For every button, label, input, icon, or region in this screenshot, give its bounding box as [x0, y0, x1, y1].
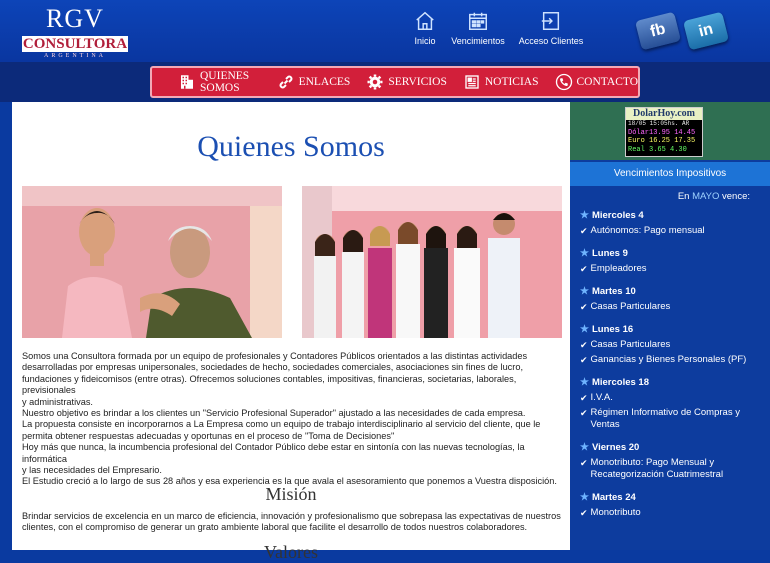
nav-vencimientos-label: Vencimientos: [451, 36, 505, 46]
home-icon: [414, 10, 436, 32]
facebook-icon: fb: [648, 20, 668, 41]
check-icon: ✔: [580, 302, 588, 312]
venc-group: [580, 208, 762, 237]
dolar-title: DolarHoy.com: [626, 108, 702, 120]
venc-item[interactable]: [580, 354, 762, 366]
venc-item-label: Ganancias y Bienes Personales (PF): [590, 354, 747, 365]
venc-item[interactable]: [580, 225, 762, 237]
dolar-row: Dólar13.95 14.45: [628, 128, 696, 137]
intro-line: Somos una Consultora formada por un equipo de profesionales y Contadores Públicos orientados a las distintas actividades: [22, 351, 528, 361]
venc-date-label: Martes 24: [591, 491, 636, 503]
star-icon: ★: [580, 247, 589, 259]
venc-date: [580, 490, 762, 504]
intro-prefix: En: [677, 191, 690, 202]
nav-acceso-label: Acceso Clientes: [518, 36, 584, 46]
check-icon: ✔: [580, 393, 588, 403]
logo[interactable]: [22, 6, 128, 60]
venc-date-label: Lunes 9: [591, 247, 628, 259]
dolar-date: 18/05 15:05hs. AR: [628, 120, 690, 127]
sidebar: [570, 102, 770, 550]
menu-label-servicios: SERVICIOS: [388, 76, 447, 88]
linkedin-icon: in: [696, 20, 715, 41]
check-icon: ✔: [580, 340, 588, 350]
venc-item-label: Monotributo: [590, 507, 641, 518]
intro-line: La propuesta consiste en incorporarnos a La Empresa como un equipo de trabajo interdisciplinario al servicio del cliente, que le: [22, 419, 541, 430]
venc-date-label: Miercoles 4: [591, 209, 644, 221]
mision-line: clientes, con el compromiso de generar un grato ambiente laboral que facilite el desarrollo de todos nuestros colaboradores.: [22, 522, 528, 533]
vencimientos-list: [580, 208, 762, 528]
intro-text: [22, 351, 567, 488]
building-icon: [178, 73, 196, 91]
venc-group: [580, 490, 762, 519]
logo-argentina: ARGENTINA: [44, 53, 106, 59]
menu-item-noticias[interactable]: [463, 66, 539, 98]
menu-item-quienes-somos[interactable]: [178, 66, 261, 98]
menu-label-enlaces: ENLACES: [298, 76, 351, 88]
dolar-banner-bg: [570, 102, 770, 160]
team-photo-1: [22, 186, 282, 338]
venc-item[interactable]: [580, 407, 762, 431]
menu-label-quienes-somos: QUIENES SOMOS: [200, 70, 250, 94]
venc-group: [580, 284, 762, 313]
menu-item-servicios[interactable]: [366, 66, 447, 98]
venc-date: [580, 375, 762, 389]
venc-date-label: Lunes 16: [591, 323, 634, 335]
logo-consultora: CONSULTORA: [22, 36, 128, 52]
intro-line: permita obtener respuestas adecuadas y oportunas en el proceso de "Toma de Decisiones": [22, 430, 395, 441]
intro-line: Hoy más que nunca, la incumbencia profesional del Contador Público debe estar en sintonía con las nuevas tecnologías, la informática: [22, 442, 525, 464]
intro-line: El Estudio creció a lo largo de sus 28 años y esa experiencia es la que avala el asesoramiento que ponemos a Vuestra disposición.: [22, 476, 557, 487]
venc-date: [580, 322, 762, 336]
link-icon: [277, 73, 295, 91]
intro-line: desarrolladas por empresas unipersonales, sociedades de hecho, sociedades comerciales, asociaciones sin fines de lucro,: [22, 362, 524, 373]
team-photo-2: [302, 186, 562, 338]
check-icon: ✔: [580, 458, 588, 468]
valores-title: Valores: [264, 542, 318, 562]
check-icon: ✔: [580, 408, 588, 418]
facebook-button[interactable]: [635, 12, 681, 51]
real-row: Real 3.65 4.30: [628, 145, 687, 154]
menu-label-contacto: CONTACTO: [576, 76, 638, 88]
calendar-icon: [467, 10, 489, 32]
mision-line: Brindar servicios de excelencia en un marco de eficiencia, innovación y profesionalismo que sobrepasa las expectativas de nuestros: [22, 511, 561, 521]
venc-date: [580, 208, 762, 222]
check-icon: ✔: [580, 355, 588, 365]
venc-item-label: Autónomos: Pago mensual: [590, 225, 705, 236]
menu-item-enlaces[interactable]: [277, 66, 351, 98]
nav-inicio[interactable]: [410, 10, 440, 46]
check-icon: ✔: [580, 508, 588, 518]
venc-date: [580, 440, 762, 454]
venc-group: [580, 322, 762, 366]
star-icon: ★: [580, 209, 589, 221]
check-icon: ✔: [580, 226, 588, 236]
venc-item-label: Casas Particulares: [590, 301, 671, 312]
dolar-widget[interactable]: [625, 107, 703, 157]
nav-vencimientos[interactable]: [450, 10, 506, 46]
intro-month: MAYO: [692, 191, 720, 202]
venc-date: [580, 246, 762, 260]
venc-date-label: Miercoles 18: [591, 376, 650, 388]
page-title: Quienes Somos: [197, 130, 385, 163]
menu-label-noticias: NOTICIAS: [484, 76, 539, 88]
venc-item[interactable]: [580, 392, 762, 404]
intro-line: y las necesidades del Empresario.: [22, 465, 162, 476]
star-icon: ★: [580, 441, 589, 453]
mision-title: Misión: [265, 484, 317, 504]
venc-item[interactable]: [580, 263, 762, 275]
venc-date-label: Martes 10: [591, 285, 636, 297]
venc-item[interactable]: [580, 507, 762, 519]
venc-item-label: I.V.A.: [590, 392, 613, 403]
phone-icon: [555, 73, 573, 91]
nav-inicio-label: Inicio: [414, 36, 436, 46]
newspaper-icon: [463, 73, 481, 91]
star-icon: ★: [580, 323, 589, 335]
venc-group: [580, 246, 762, 275]
intro-line: fundaciones y fideicomisos (entre otras). Ofrecemos soluciones contables, impositivas, financieras, societarias, laborales, previsionales: [22, 373, 517, 396]
venc-date-label: Viernes 20: [591, 441, 640, 453]
euro-row: Euro 16.25 17.35: [628, 137, 696, 145]
venc-group: [580, 375, 762, 431]
venc-item[interactable]: [580, 339, 762, 351]
intro-line: y administrativas.: [22, 396, 93, 407]
intro-line: Nuestro objetivo es brindar a los clientes un "Servicio Profesional Superador" ajustado a las necesidades de cada empresa.: [22, 408, 526, 419]
venc-group: [580, 440, 762, 481]
star-icon: ★: [580, 376, 589, 388]
star-icon: ★: [580, 491, 589, 503]
main-content: [12, 102, 570, 562]
vencimientos-intro: [570, 191, 750, 202]
venc-date: [580, 284, 762, 298]
logo-rgv: RGV: [46, 4, 104, 33]
venc-item-label: Casas Particulares: [590, 339, 671, 350]
intro-suffix: vence:: [722, 191, 750, 202]
vencimientos-header: Vencimientos Impositivos: [570, 162, 770, 186]
mision-text: [22, 511, 567, 534]
nav-acceso-clientes[interactable]: [516, 10, 586, 46]
header: [0, 0, 770, 62]
main-menu: [150, 66, 640, 98]
venc-item[interactable]: [580, 301, 762, 313]
star-icon: ★: [580, 285, 589, 297]
venc-item-label: Monotributo: Pago Mensual y Recategorización Cuatrimestral: [590, 457, 724, 480]
linkedin-button[interactable]: [683, 12, 729, 51]
venc-item-label: Régimen Informativo de Compras y Ventas: [590, 407, 740, 430]
login-icon: [540, 10, 562, 32]
venc-item[interactable]: [580, 457, 762, 481]
venc-item-label: Empleadores: [590, 263, 647, 274]
gear-icon: [366, 73, 384, 91]
menu-item-contacto[interactable]: [555, 66, 638, 98]
check-icon: ✔: [580, 264, 588, 274]
